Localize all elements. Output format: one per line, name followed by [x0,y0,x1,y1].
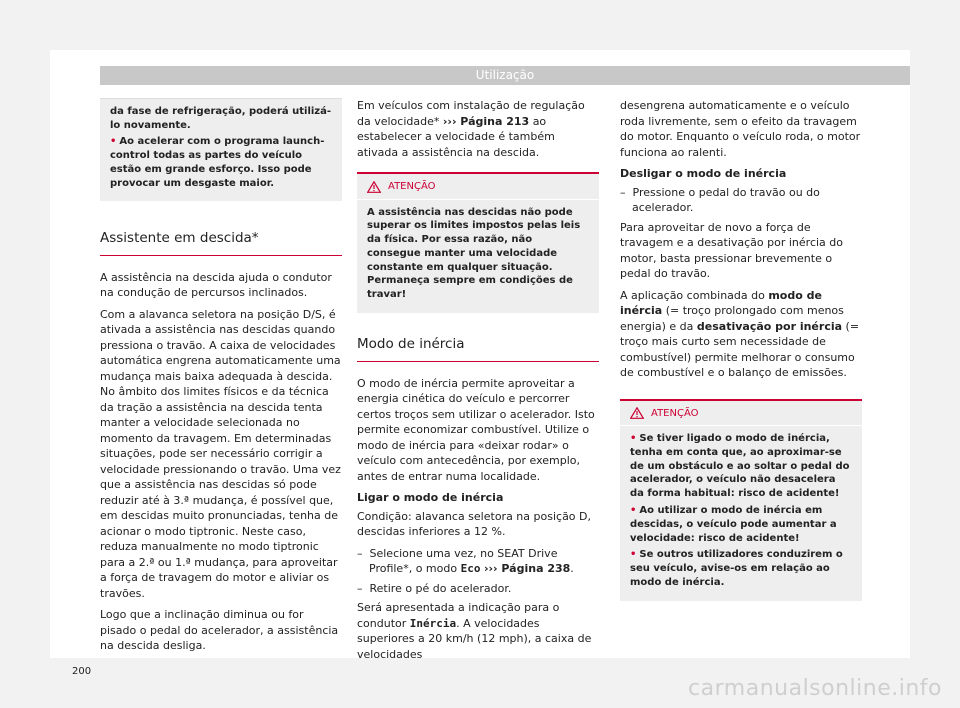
bullet-dot-icon: • [630,504,637,516]
text: (= troço prolongado com menos energia) e da [620,304,844,333]
subheading-enable-coasting: Ligar o modo de inércia [357,491,504,505]
warning-bullet-item [630,548,852,589]
page-header: Utilização [100,66,910,85]
column-1 [100,98,342,660]
note-bullet-item [110,135,332,191]
warning-bullet-item [630,432,852,501]
text: Selecione uma vez, no SEAT Drive Profile*, o modo [369,546,558,576]
paragraph: O modo de inércia permite aproveitar a energia cinética do veículo e percorrer certos troços sem utilizar o acelerador. Isto permite economizar combustível. Utilize o modo de inércia para «deixar rodar» o veículo com antecedência, por exemplo, antes de entrar numa localidade. [357,376,595,483]
paragraph: desengrena automaticamente e o veículo roda livremente, sem o efeito da travagem do motor. Enquanto o veículo roda, o motor funciona ao ralenti. [620,99,861,159]
bold-term: modo de inércia [620,288,822,317]
list-item: – Selecione uma vez, no SEAT Drive Profile*, o modo Eco ››› Página 238. [357,546,574,576]
text: ao estabelecer a velocidade é também ativada a assistência na descida. [357,114,555,159]
paragraph: Condição: alavanca seletora na posição D, descidas inferiores a 12 %. [357,509,592,539]
warning-text: Ao utilizar o modo de inércia em descidas, o veículo pode aumentar a velocidade: risco de acidente! [630,504,837,544]
watermark-text: carmanualsonline.info [688,676,942,701]
warning-box [357,172,599,313]
paragraph [620,288,862,381]
text: Em veículos com instalação de regulação da velocidade* [357,99,585,128]
text: Retire o pé do acelerador. [369,581,512,595]
warning-label: ATENÇÃO [651,407,699,419]
display-text-eco: Eco [460,562,481,576]
column-2 [357,98,599,668]
text: . A velocidades superiores a 20 km/h (12 mph), a caixa de velocidades [357,616,592,661]
text: Pressione o pedal do travão ou do acelerador. [632,185,820,214]
section-title-descent-assist: Assistente em descida* [100,231,342,256]
note-box [100,98,342,201]
warning-body [620,426,862,601]
warning-header [357,174,599,200]
paragraph [357,98,599,160]
bullet-dot-icon: • [110,136,117,147]
warning-bullet-item [630,504,852,545]
page-number: 200 [72,666,92,677]
list-item: – Pressione o pedal do travão ou do acelerador. [620,185,820,214]
warning-text: Se tiver ligado o modo de inércia, tenha em conta que, ao aproximar-se de um obstáculo e ao soltar o pedal do acelerador, o veículo não desacelera da forma habitual: risco de acidente! [630,433,850,500]
warning-body [357,200,599,314]
warning-box [620,399,862,601]
page-reference-link[interactable]: ››› Página 238 [483,562,571,576]
paragraph [357,600,599,662]
warning-label: ATENÇÃO [388,181,436,192]
paragraph: Com a alavanca seletora na posição D/S, é ativada a assistência nas descidas quando pressiona o travão. A caixa de velocidades automática engrena automaticamente uma mudança mais baixa adequada à descida. No âmbito dos limites físicos e da técnica da tração a assistência na descida tenta manter a velocidade selecionada no momento da travagem. Em determinadas situações, pode ser necessário corrigir a velocidade pressionando o travão. Uma vez que a assistência nas descidas só pode reduzir até à 3.ª mudança, é possível que, em descidas muito pronunciadas, tenha de acionar o modo tiptronic. Neste caso, reduza manualmente no modo tiptronic para a 2.ª ou 1.ª mudança, para aproveitar a força de travagem do motor e aliviar os travões. [100,307,341,600]
bullet-dot-icon: • [630,433,637,444]
note-bullet-text: Ao acelerar com o programa launch-control todas as partes do veículo estão em grande esforço. Isso pode provocar um desgaste maior. [110,136,325,189]
bold-term: desativação por inércia [696,319,843,333]
page-reference-link[interactable]: ››› Página 213 [442,114,530,128]
subheading-disable-coasting: Desligar o modo de inércia [620,167,787,180]
paragraph: Logo que a inclinação diminua ou for pisado o pedal do acelerador, a assistência na descida desliga. [100,608,339,652]
paragraph: Para aproveitar de novo a força de travagem e a desativação por inércia do motor, basta pressionar brevemente o pedal do travão. [620,220,844,280]
text: Será apresentada a indicação para o condutor [357,601,560,630]
list-item: – Retire o pé do acelerador. [357,581,512,595]
warning-triangle-icon [630,407,644,419]
warning-text: A assistência nas descidas não pode superar os limites impostos pelas leis da física. Por essa razão, não consegue manter uma velocidade constante em qualquer situação. Permaneça sempre em condições de travar! [367,206,581,301]
display-text-inertia: Inércia [409,616,457,630]
paragraph: A assistência na descida ajuda o condutor na condução de percursos inclinados. [100,270,332,299]
note-text: da fase de refrigeração, poderá utilizá-lo novamente. [110,106,332,131]
text: A aplicação combinada do [620,288,765,302]
warning-triangle-icon [367,181,381,193]
bullet-dot-icon: • [630,549,637,561]
section-title-coasting-mode: Modo de inércia [357,337,599,362]
column-3 [620,98,862,613]
warning-header [620,401,862,427]
warning-text: Se outros utilizadores conduzirem o seu veículo, avise-os em relação ao modo de inércia. [630,549,843,588]
page-sheet [50,50,910,677]
text: (= troço mais curto sem necessidade de combustível) permite melhorar o consumo de combustível e o balanço de emissões. [620,319,860,379]
